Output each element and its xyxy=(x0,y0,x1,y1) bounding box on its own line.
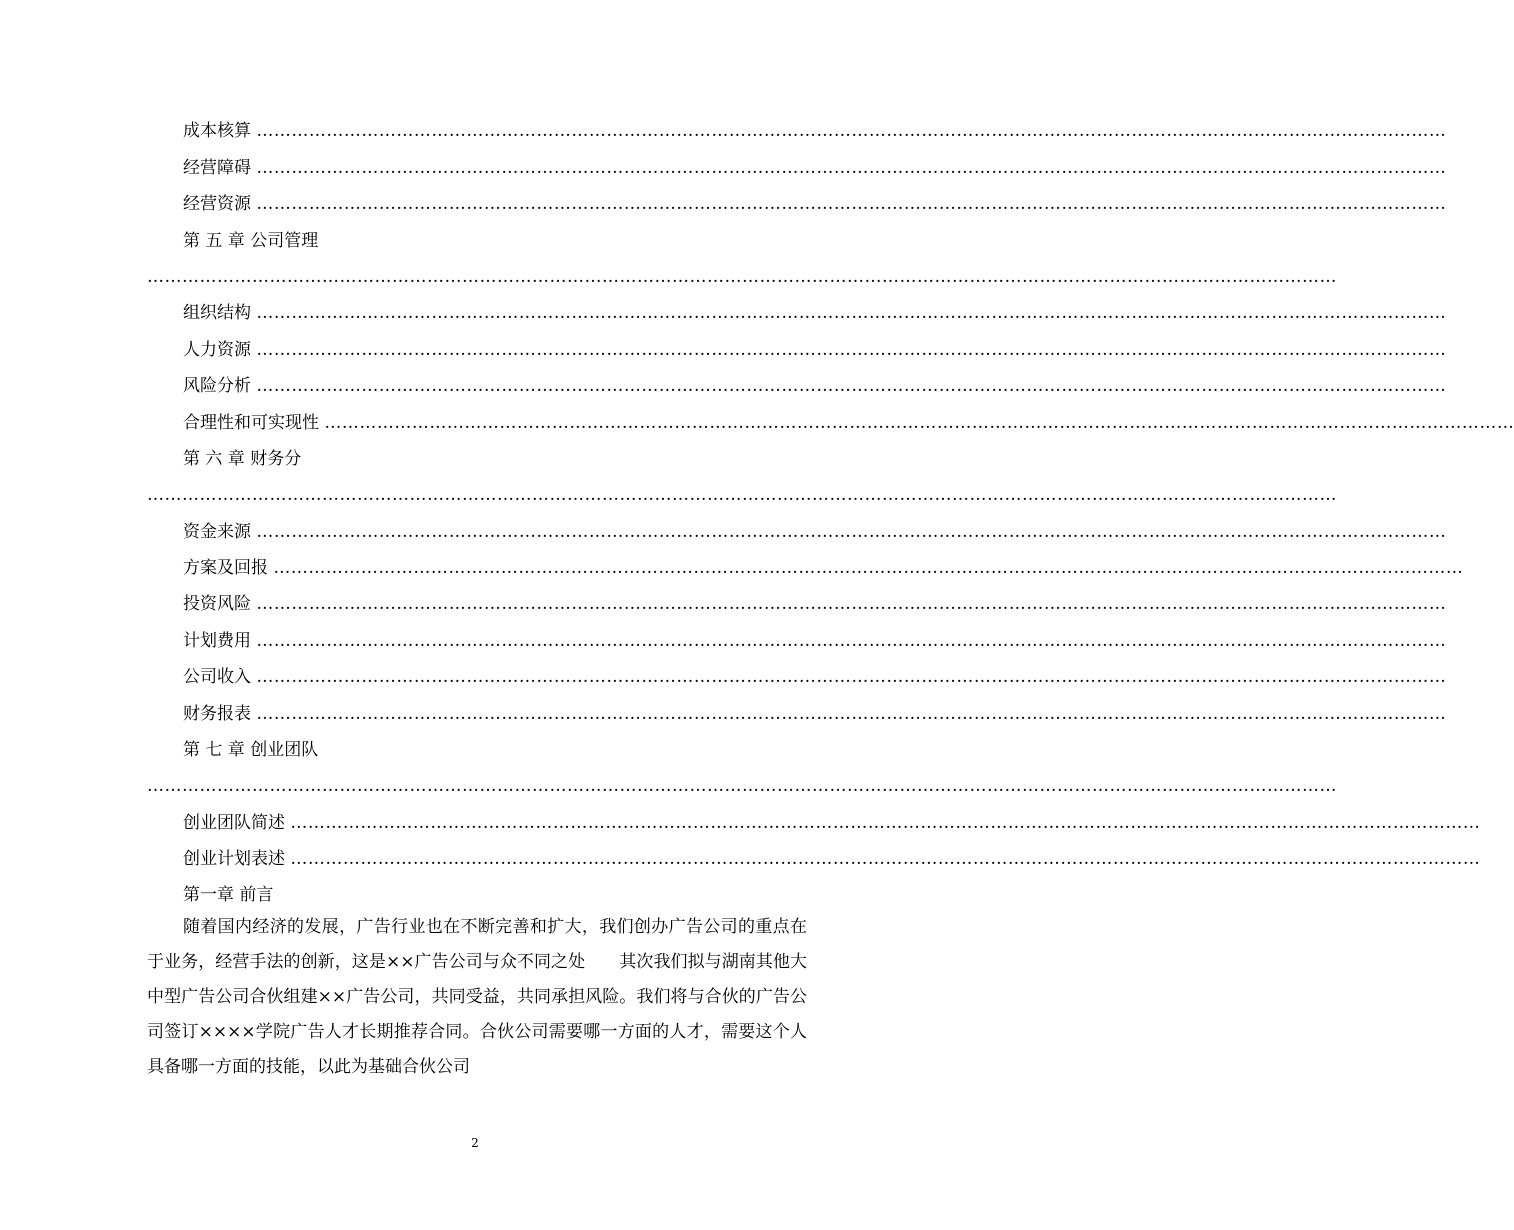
toc-entry-title: 创业团队简述 xyxy=(183,813,285,833)
toc-leader-dots: …………………………………………………………………………………………………………………………………………………………………………………… xyxy=(147,776,1337,796)
toc-leader-dots: …………………………………………………………………………………………………………………………………………………………………………………… xyxy=(256,594,1447,614)
page-number: 2 xyxy=(471,1136,479,1150)
toc-entry[interactable] xyxy=(183,410,1514,436)
toc-entry[interactable] xyxy=(183,591,1447,617)
toc-leader-dots: …………………………………………………………………………………………………………………………………………………………………………………… xyxy=(290,849,1481,869)
toc-entry-title: 合理性和可实现性 xyxy=(183,413,319,433)
toc-entry[interactable] xyxy=(183,701,1447,727)
toc-entry[interactable] xyxy=(183,300,1447,326)
toc-entry[interactable] xyxy=(183,191,1447,217)
toc-entry-title: 经营资源 xyxy=(183,194,251,214)
toc-entry-title: 财务报表 xyxy=(183,704,251,724)
toc-entry[interactable] xyxy=(183,155,1447,181)
toc-entry[interactable] xyxy=(183,519,1447,545)
toc-leader-dots: …………………………………………………………………………………………………………………………………………………………………………………… xyxy=(147,485,1337,505)
toc-leader-dots: …………………………………………………………………………………………………………………………………………………………………………………… xyxy=(256,631,1447,651)
toc-leader-dots: …………………………………………………………………………………………………………………………………………………………………………………… xyxy=(256,667,1447,687)
toc-entry[interactable] xyxy=(183,118,1447,144)
toc-entry-title: 计划费用 xyxy=(183,631,251,651)
toc-entry-title: 创业计划表述 xyxy=(183,849,285,869)
toc-entry-title: 成本核算 xyxy=(183,121,251,141)
toc-entry[interactable] xyxy=(183,555,1464,581)
toc-entry[interactable] xyxy=(183,628,1447,654)
toc-entry-title: 投资风险 xyxy=(183,594,251,614)
toc-entry-title: 经营障碍 xyxy=(183,158,251,178)
toc-leader-dots: …………………………………………………………………………………………………………………………………………………………………………………… xyxy=(256,704,1447,724)
toc-leader-dots: …………………………………………………………………………………………………………………………………………………………………………………… xyxy=(256,194,1447,214)
toc-entry[interactable] xyxy=(183,810,1481,836)
toc-leader-dots: …………………………………………………………………………………………………………………………………………………………………………………… xyxy=(256,121,1447,141)
toc-entry[interactable] xyxy=(183,337,1447,363)
toc-entry-title: 人力资源 xyxy=(183,340,251,360)
toc-entry-title: 组织结构 xyxy=(183,303,251,323)
toc-leader-dots: …………………………………………………………………………………………………………………………………………………………………………………… xyxy=(290,813,1481,833)
toc-entry-title: 方案及回报 xyxy=(183,558,268,578)
toc-entry-title: 公司收入 xyxy=(183,667,251,687)
toc-entry[interactable] xyxy=(183,373,1447,399)
toc-chapter-title[interactable]: 第 六 章 财务分 xyxy=(183,449,302,469)
section-heading: 第一章 前言 xyxy=(183,885,274,905)
body-paragraph: 随着国内经济的发展，广告行业也在不断完善和扩大，我们创办广告公司的重点在于业务，经营手法的创新，这是××广告公司与众不同之处 其次我们拟与湖南其他大中型广告公司合伙组建××广告公司，共同受益，共同承担风险。我们将与合伙的广告公司签订××××学院广告人才长期推荐合同。合伙公司需要哪一方面的人才，需要这个人具备哪一方面的技能，以此为基础合伙公司 xyxy=(147,917,807,1077)
toc-chapter-title[interactable]: 第 七 章 创业团队 xyxy=(183,740,319,760)
toc-leader-dots: …………………………………………………………………………………………………………………………………………………………………………………… xyxy=(256,340,1447,360)
toc-leader-dots: …………………………………………………………………………………………………………………………………………………………………………………… xyxy=(273,558,1464,578)
toc-leader-dots: …………………………………………………………………………………………………………………………………………………………………………………… xyxy=(147,267,1337,287)
toc-leader-dots: …………………………………………………………………………………………………………………………………………………………………………………… xyxy=(256,303,1447,323)
toc-leader-dots: …………………………………………………………………………………………………………………………………………………………………………………… xyxy=(256,158,1447,178)
toc-leader-dots: …………………………………………………………………………………………………………………………………………………………………………………… xyxy=(256,522,1447,542)
toc-entry-title: 资金来源 xyxy=(183,522,251,542)
toc-entry[interactable] xyxy=(183,846,1481,872)
toc-chapter-title[interactable]: 第 五 章 公司管理 xyxy=(183,231,319,251)
toc-leader-dots: …………………………………………………………………………………………………………………………………………………………………………………… xyxy=(256,376,1447,396)
toc-entry[interactable] xyxy=(183,664,1447,690)
toc-leader-dots: …………………………………………………………………………………………………………………………………………………………………………………… xyxy=(324,413,1514,433)
toc-entry-title: 风险分析 xyxy=(183,376,251,396)
